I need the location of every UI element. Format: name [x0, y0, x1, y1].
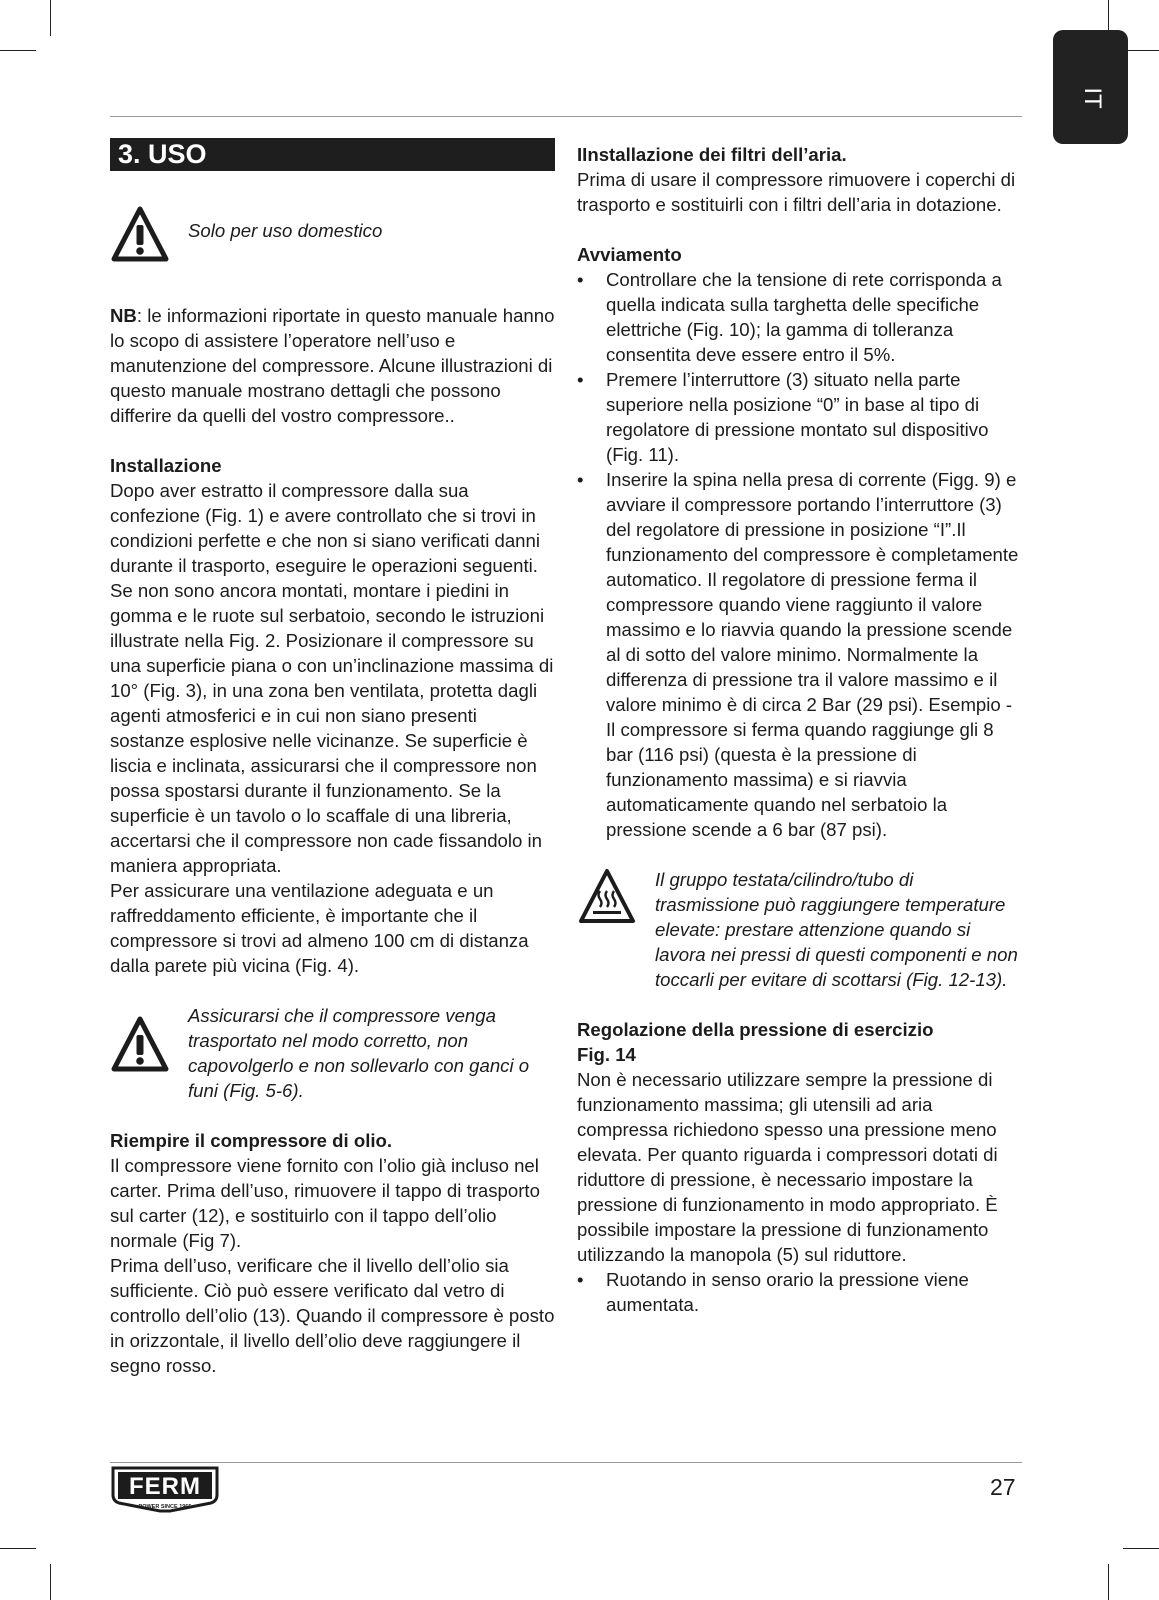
crop-mark: [50, 1564, 51, 1600]
oil-text: Il compressore viene fornito con l’olio già incluso nel carter. Prima dell’uso, rimuovere il tappo di trasporto sul carter (12), e sostituirlo con il tappo dell’olio normale (Fig 7).: [110, 1155, 540, 1251]
installation-text: Dopo aver estratto il compressore dalla sua confezione (Fig. 1) e avere controllato che si trovi in condizioni perfette e che non si siano verificati danni durante il trasporto, eseguire le operazioni seguenti. Se non sono ancora montati, montare i piedini in gomma e le ruote sul serbatoio, secondo le istruzioni illustrate nella Fig. 2. Posizionare il compressore su una superficie piana o con un’inclinazione massima di 10° (Fig. 3), in una zona ben ventilata, protetta dagli agenti atmosferici e in cui non siano presenti sostanze esplosive nelle vicinanze. Se superficie è liscia e inclinata, assicurarsi che il compressore non possa spostarsi durante il funzionamento. Se la superficie è un tavolo o lo scaffale di una libreria, accertarsi che il compressore non cade fissandolo in maniera appropriata.: [110, 480, 554, 876]
warning-domestic: [110, 205, 555, 269]
warning-text: Il gruppo testata/cilindro/tubo di trasmissione può raggiungere temperature elevate: prestare attenzione quando si lavora nei pressi di questi componenti e non toccarli per evitare di scottarsi (Fig. 12-13).: [655, 869, 1018, 990]
logo-tagline: POWER SINCE 1965: [138, 1504, 192, 1510]
language-tab-label: IT: [1079, 87, 1106, 109]
bullet: •: [577, 269, 584, 290]
page-number: 27: [990, 1474, 1016, 1500]
left-column: [110, 138, 555, 1378]
ferm-logo: [110, 1465, 220, 1518]
warning-triangle-icon: [110, 1003, 188, 1079]
bullet: •: [577, 469, 584, 490]
pressure-list: [577, 1267, 1022, 1317]
warning-text: Assicurarsi che il compressore venga trasportato nel modo corretto, non capovolgerlo e non sollevarlo con ganci o funi (Fig. 5-6).: [188, 1005, 530, 1101]
crop-mark: [0, 50, 36, 51]
oil-text-2: Prima dell’uso, verificare che il livello dell’olio sia sufficiente. Ciò può essere verificato dal vetro di controllo dell’olio (13). Quando il compressore è posto in orizzontale, il livello dell’olio deve raggiungere il segno rosso.: [110, 1255, 555, 1376]
footer-rule: [110, 1462, 1022, 1463]
hot-surface-icon: [577, 867, 655, 931]
section-title: 3. USO: [110, 138, 555, 171]
filters-heading: IInstallazione dei filtri dell’aria.: [577, 144, 847, 165]
list-item: • Ruotando in senso orario la pressione viene aumentata.: [577, 1269, 969, 1315]
nb-label: NB: [110, 305, 137, 326]
warning-text: Solo per uso domestico: [188, 220, 383, 241]
start-list: [577, 267, 1022, 842]
crop-mark: [1123, 1548, 1159, 1549]
crop-mark: [0, 1548, 36, 1549]
crop-mark: [1108, 1564, 1109, 1600]
crop-mark: [50, 0, 51, 36]
start-heading: Avviamento: [577, 244, 682, 265]
nb-paragraph: [110, 303, 555, 428]
right-column: [577, 138, 1022, 1317]
list-item: • Inserire la spina nella presa di corrente (Figg. 9) e avviare il compressore portando l’interruttore (3) del regolatore di pressione in posizione “I”.Il funzionamento del compressore è completamente automatico. Il regolatore di pressione ferma il compressore quando viene raggiunto il valore massimo e lo riavvia quando la pressione scende al di sotto del valore minimo. Normalmente la differenza di pressione tra il valore massimo e il valore minimo è di circa 2 Bar (29 psi). Esempio - Il compressore si ferma quando raggiunge gli 8 bar (116 psi) (questa è la pressione di funzionamento massima) e si riavvia automaticamente quando nel serbatoio la pressione scende a 6 bar (87 psi).: [577, 469, 1019, 840]
bullet: •: [577, 369, 584, 390]
filters-text: Prima di usare il compressore rimuovere i coperchi di trasporto e sostituirli con i filtri dell’aria in dotazione.: [577, 169, 1016, 215]
warning-triangle-icon: [110, 205, 188, 269]
pressure-heading: Regolazione della pressione di esercizio: [577, 1019, 934, 1040]
header-rule: [110, 116, 1022, 117]
nb-text: : le informazioni riportate in questo manuale hanno lo scopo di assistere l’operatore nell’uso e manutenzione del compressore. Alcune illustrazioni di questo manuale mostrano dettagli che possono differire da quelli del vostro compressore..: [110, 305, 555, 426]
bullet: •: [577, 1269, 584, 1290]
oil-heading: Riempire il compressore di olio.: [110, 1130, 393, 1151]
installation-heading: Installazione: [110, 455, 222, 476]
crop-mark: [1123, 50, 1159, 51]
warning-hot-surface: [577, 867, 1022, 992]
pressure-text: Non è necessario utilizzare sempre la pressione di funzionamento massima; gli utensili ad aria compressa richiedono spesso una pressione meno elevata. Per quanto riguarda i compressori dotati di riduttore di pressione, è necessario impostare la pressione di funzionamento in modo appropriato. È possibile impostare la pressione di funzionamento utilizzando la manopola (5) sul riduttore.: [577, 1069, 998, 1265]
logo-text: FERM: [129, 1473, 201, 1500]
pressure-figure-ref: Fig. 14: [577, 1044, 636, 1065]
list-item: • Premere l’interruttore (3) situato nella parte superiore nella posizione “0” in base al tipo di regolatore di pressione montato sul dispositivo (Fig. 11).: [577, 369, 989, 465]
warning-transport: [110, 1003, 555, 1103]
installation-text-2: Per assicurare una ventilazione adeguata e un raffreddamento efficiente, è importante che il compressore si trovi ad almeno 100 cm di distanza dalla parete più vicina (Fig. 4).: [110, 880, 529, 976]
list-item: • Controllare che la tensione di rete corrisponda a quella indicata sulla targhetta delle specifiche elettriche (Fig. 10); la gamma di tolleranza consentita deve essere entro il 5%.: [577, 269, 1002, 365]
